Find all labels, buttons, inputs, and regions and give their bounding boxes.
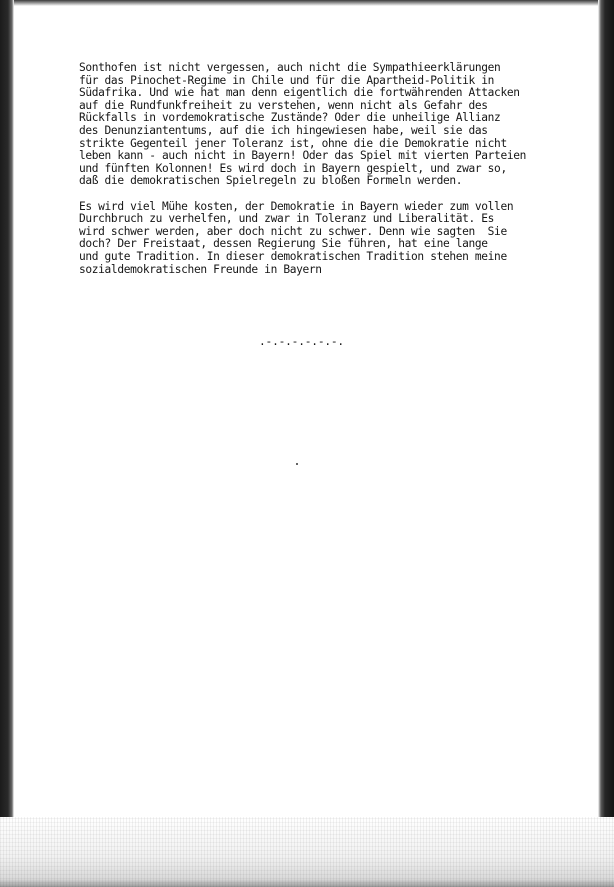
scan-edge-bottom (0, 817, 614, 887)
body-text (79, 62, 579, 276)
text-line: für das Pinochet-Regime in Chile und für die Apartheid-Politik in (79, 73, 495, 87)
text-line: des Denunziantentums, auf die ich hingewiesen habe, weil sie das (79, 123, 488, 137)
text-line: daß die demokratischen Spielregeln zu bloßen Formeln werden. (79, 174, 463, 188)
scan-speck (296, 463, 298, 465)
text-line: leben kann - auch nicht in Bayern! Oder das Spiel mit vierten Parteien (79, 149, 526, 163)
scan-edge-right (598, 0, 614, 887)
text-line: sozialdemokratischen Freunde in Bayern (79, 262, 322, 276)
text-line: Südafrika. Und wie hat man denn eigentlich die fortwährenden Attacken (79, 86, 520, 100)
text-line: wird schwer werden, aber doch nicht zu schwer. Denn wie sagten Sie (79, 224, 507, 238)
text-line: Es wird viel Mühe kosten, der Demokratie in Bayern wieder zum vollen (79, 199, 514, 213)
text-line: Durchbruch zu verhelfen, und zwar in Toleranz und Liberalität. Es (79, 212, 495, 226)
paragraph-1 (79, 62, 579, 188)
end-separator: .-.-.-.-.-.-. (259, 335, 344, 348)
text-line: und fünften Kolonnen! Es wird doch in Bayern gespielt, und zwar so, (79, 161, 507, 175)
text-line: doch? Der Freistaat, dessen Regierung Sie führen, hat eine lange (79, 237, 488, 251)
paragraph-2 (79, 201, 579, 277)
text-line: Rückfalls in vordemokratische Zustände? Oder die unheilige Allianz (79, 111, 501, 125)
scan-edge-top (0, 0, 614, 6)
text-line: strikte Gegenteil jener Toleranz ist, ohne die die Demokratie nicht (79, 136, 507, 150)
paragraph-gap (79, 188, 579, 201)
text-line: auf die Rundfunkfreiheit zu verstehen, wenn nicht als Gefahr des (79, 98, 488, 112)
text-line: und gute Tradition. In dieser demokratischen Tradition stehen meine (79, 249, 507, 263)
scan-edge-left (0, 0, 14, 887)
text-line: Sonthofen ist nicht vergessen, auch nicht die Sympathieerklärungen (79, 61, 501, 74)
